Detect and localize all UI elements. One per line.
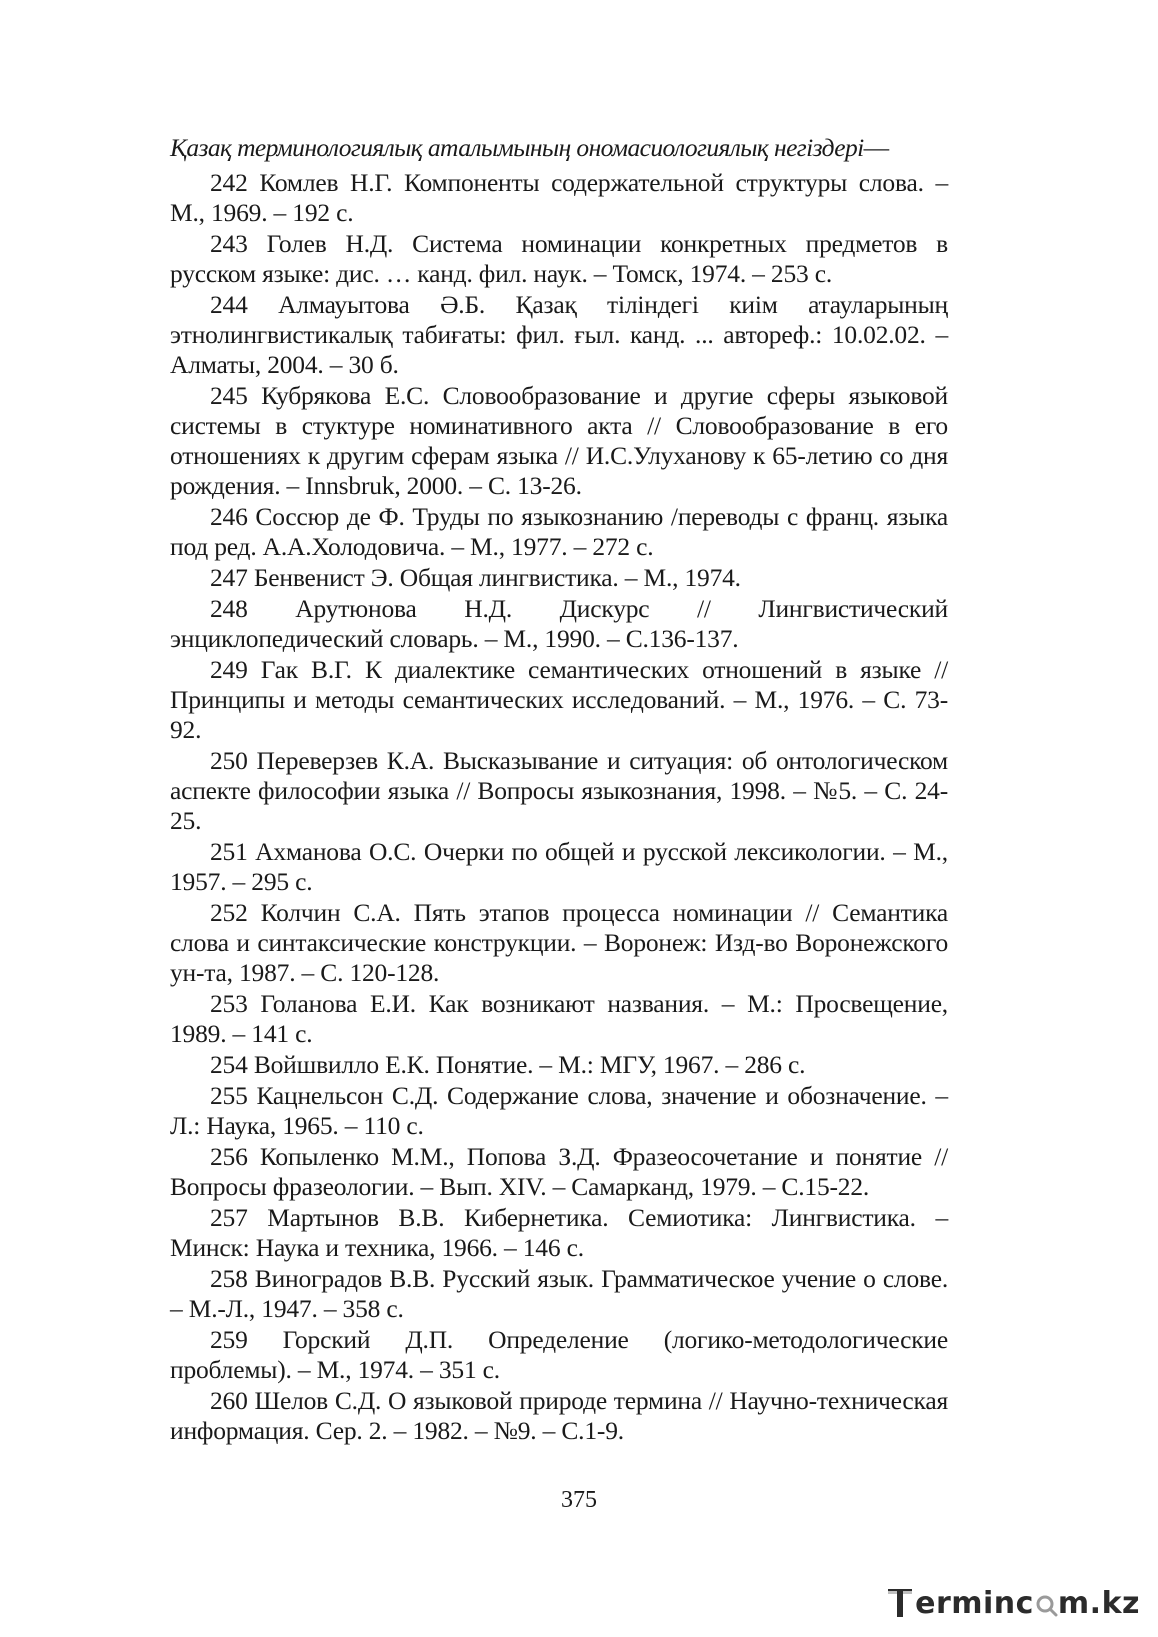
- bibliography-list: [170, 168, 948, 1446]
- bibliography-entry-246: 246 Соссюр де Ф. Труды по языкознанию /переводы с франц. языка под ред. А.А.Холодовича. – М., 1977. – 272 с.: [170, 502, 948, 561]
- bibliography-entry-251: 251 Ахманова О.С. Очерки по общей и русской лексикологии. – М., 1957. – 295 с.: [170, 837, 948, 896]
- bibliography-entry-245: 245 Кубрякова Е.С. Словообразование и другие сферы языковой системы в стуктуре номинативного акта // Словообразование в его отношениях к другим сферам языка // И.С.Улуханову к 65-летию со дня рождения. – Innsbruk, 2000. – С. 13-26.: [170, 381, 948, 500]
- magnifier-o-icon: [1034, 1588, 1058, 1618]
- bibliography-entry-244: 244 Алмауытова Ә.Б. Қазақ тіліндегі киім атауларының этнолингвистикалық табиғаты: фил. ғыл. канд. ... автореф.: 10.02.02. – Алматы, 2004. – 30 б.: [170, 290, 948, 379]
- page-number: 375: [561, 1487, 597, 1513]
- bibliography-entry-259: 259 Горский Д.П. Определение (логико-методологические проблемы). – М., 1974. – 351 с.: [170, 1325, 948, 1384]
- running-header-dash: —: [863, 133, 889, 162]
- bibliography-entry-257: 257 Мартынов В.В. Кибернетика. Семиотика: Лингвистика. – Минск: Наука и техника, 1966. – 146 с.: [170, 1203, 948, 1262]
- bibliography-entry-256: 256 Копыленко М.М., Попова З.Д. Фразеосочетание и понятие // Вопросы фразеологии. – Вып. XIV. – Самарканд, 1979. – С.15-22.: [170, 1142, 948, 1201]
- bibliography-entry-252: 252 Колчин С.А. Пять этапов процесса номинации // Семантика слова и синтаксические конструкции. – Воронеж: Изд-во Воронежского ун-та, 1987. – С. 120-128.: [170, 898, 948, 987]
- bibliography-entry-255: 255 Кацнельсон С.Д. Содержание слова, значение и обозначение. – Л.: Наука, 1965. – 110 с.: [170, 1081, 948, 1140]
- bibliography-entry-250: 250 Переверзев К.А. Высказывание и ситуация: об онтологическом аспекте философии языка // Вопросы языкознания, 1998. – №5. – С. 24-25.: [170, 746, 948, 835]
- watermark-text-prefix: erminc: [915, 1585, 1034, 1621]
- page-body: [170, 130, 948, 1447]
- running-header-title: Қазақ терминологиялық аталымының ономасиологиялық негіздері: [170, 133, 864, 162]
- bibliography-entry-247: 247 Бенвенист Э. Общая лингвистика. – М., 1974.: [210, 563, 741, 592]
- bibliography-entry-242: 242 Комлев Н.Г. Компоненты содержательной структуры слова. – М., 1969. – 192 с.: [170, 168, 948, 227]
- bibliography-entry-258: 258 Виноградов В.В. Русский язык. Грамматическое учение о слове. – М.-Л., 1947. – 358 с.: [170, 1264, 948, 1323]
- bibliography-entry-249: 249 Гак В.Г. К диалектике семантических отношений в языке // Принципы и методы семантических исследований. – М., 1976. – С. 73-92.: [170, 655, 948, 744]
- bibliography-entry-248: 248 Арутюнова Н.Д. Дискурс // Лингвистический энциклопедический словарь. – М., 1990. – С.136-137.: [170, 594, 948, 653]
- running-header: [170, 130, 948, 166]
- site-watermark-link[interactable]: [887, 1583, 1140, 1623]
- t-logo-icon: [887, 1586, 913, 1620]
- bibliography-entry-253: 253 Голанова Е.И. Как возникают названия. – М.: Просвещение, 1989. – 141 с.: [170, 989, 948, 1048]
- bibliography-entry-254: 254 Войшвилло Е.К. Понятие. – М.: МГУ, 1967. – 286 с.: [210, 1050, 806, 1079]
- watermark-text-suffix: m.kz: [1057, 1585, 1140, 1621]
- bibliography-entry-243: 243 Голев Н.Д. Система номинации конкретных предметов в русском языке: дис. … канд. фил. наук. – Томск, 1974. – 253 с.: [170, 229, 948, 288]
- bibliography-entry-260: 260 Шелов С.Д. О языковой природе термина // Научно-техническая информация. Сер. 2. – 1982. – №9. – С.1-9.: [170, 1386, 948, 1445]
